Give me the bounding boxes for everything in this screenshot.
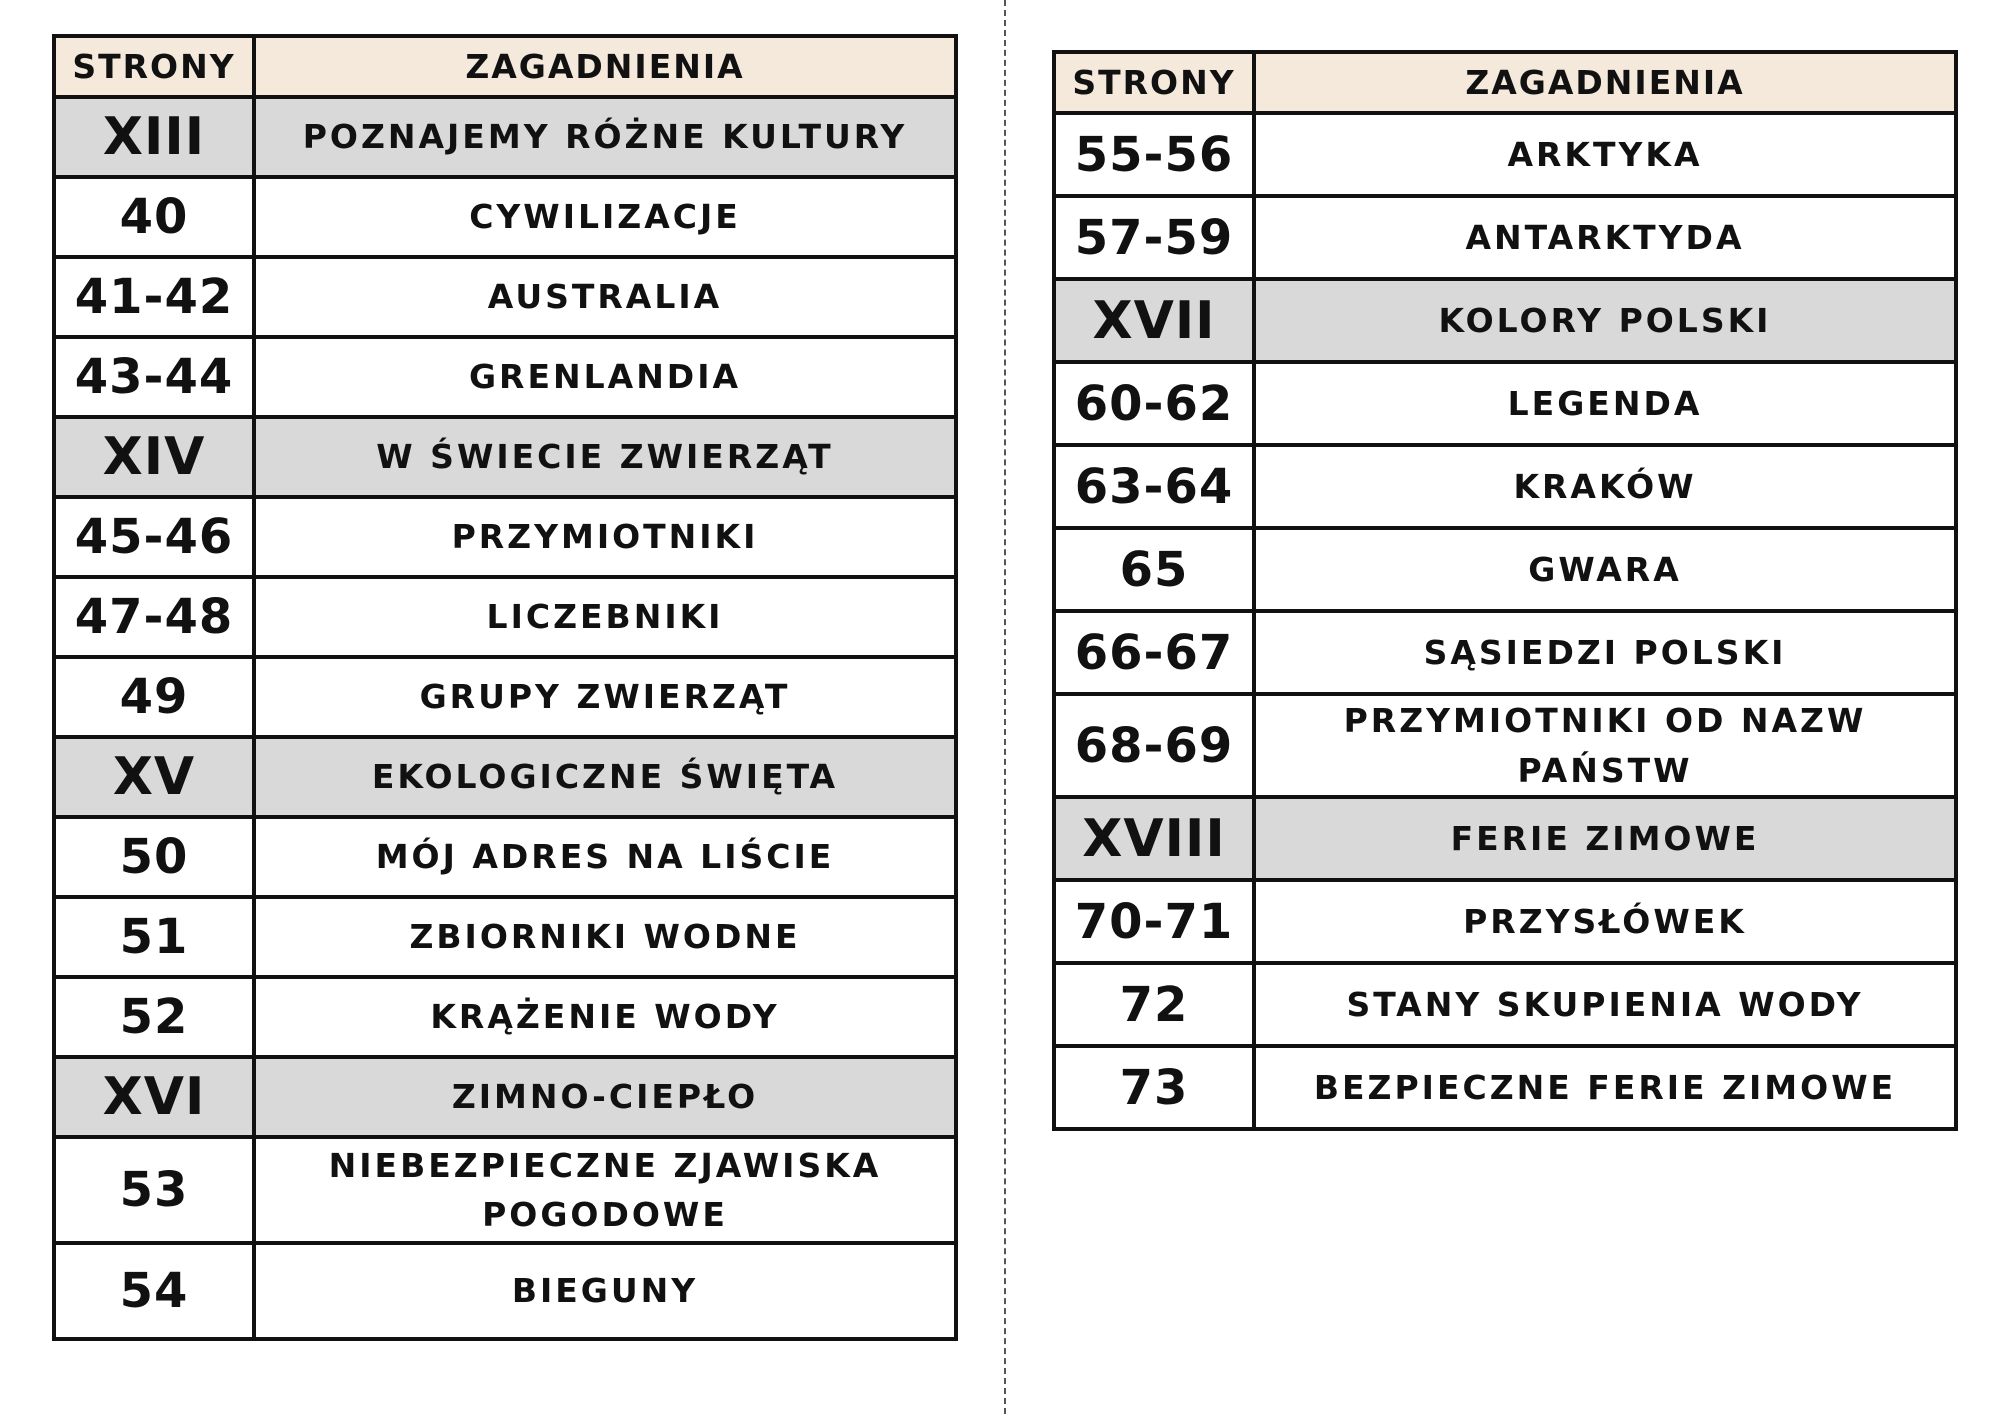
table-row (1054, 611, 1956, 694)
topic-name: STANY SKUPIENIA WODY (1254, 963, 1956, 1046)
topic-name: PRZYMIOTNIKI (254, 497, 956, 577)
section-row (54, 737, 956, 817)
table-row (1054, 1046, 1956, 1129)
table-row (1054, 445, 1956, 528)
page-range: 68-69 (1054, 694, 1254, 797)
toc-table-left (52, 34, 958, 1341)
page-range: 73 (1054, 1046, 1254, 1129)
topic-name: PRZYSŁÓWEK (1254, 880, 1956, 963)
page-range: 70-71 (1054, 880, 1254, 963)
section-number: XV (54, 737, 254, 817)
page-range: 72 (1054, 963, 1254, 1046)
page-range: 45-46 (54, 497, 254, 577)
topic-name: GRENLANDIA (254, 337, 956, 417)
table-row (54, 177, 956, 257)
section-number: XIV (54, 417, 254, 497)
table-row (54, 577, 956, 657)
table-header-row (54, 36, 956, 97)
page-range: 51 (54, 897, 254, 977)
topic-name: ZBIORNIKI WODNE (254, 897, 956, 977)
page-range: 41-42 (54, 257, 254, 337)
topic-name: MÓJ ADRES NA LIŚCIE (254, 817, 956, 897)
table-row (1054, 880, 1956, 963)
section-title: W ŚWIECIE ZWIERZĄT (254, 417, 956, 497)
section-row (54, 97, 956, 177)
section-title: ZIMNO-CIEPŁO (254, 1057, 956, 1137)
section-row (1054, 279, 1956, 362)
section-number: XIII (54, 97, 254, 177)
topic-name: KRAKÓW (1254, 445, 1956, 528)
section-title: FERIE ZIMOWE (1254, 797, 1956, 880)
table-row (54, 497, 956, 577)
table-row (54, 337, 956, 417)
page-range: 63-64 (1054, 445, 1254, 528)
topic-name: BIEGUNY (254, 1243, 956, 1339)
page-range: 47-48 (54, 577, 254, 657)
dashed-cut-line (1004, 0, 1006, 1414)
pages-column-header: STRONY (54, 36, 254, 97)
section-number: XVII (1054, 279, 1254, 362)
table-row (1054, 113, 1956, 196)
section-number: XVIII (1054, 797, 1254, 880)
toc-table-right (1052, 50, 1958, 1131)
topic-name: PRZYMIOTNIKI OD NAZW PAŃSTW (1254, 694, 1956, 797)
page-range: 49 (54, 657, 254, 737)
topic-name: GWARA (1254, 528, 1956, 611)
page-range: 65 (1054, 528, 1254, 611)
table-row (54, 257, 956, 337)
page-range: 40 (54, 177, 254, 257)
topics-column-header: ZAGADNIENIA (1254, 52, 1956, 113)
topic-name: ARKTYKA (1254, 113, 1956, 196)
topics-column-header: ZAGADNIENIA (254, 36, 956, 97)
table-row (54, 1243, 956, 1339)
topic-name: NIEBEZPIECZNE ZJAWISKA POGODOWE (254, 1137, 956, 1243)
page-range: 53 (54, 1137, 254, 1243)
topic-name: SĄSIEDZI POLSKI (1254, 611, 1956, 694)
topic-name: AUSTRALIA (254, 257, 956, 337)
section-row (54, 1057, 956, 1137)
table-row (54, 897, 956, 977)
table-header-row (1054, 52, 1956, 113)
section-number: XVI (54, 1057, 254, 1137)
table-row (54, 977, 956, 1057)
section-row (1054, 797, 1956, 880)
page-range: 55-56 (1054, 113, 1254, 196)
page-range: 57-59 (1054, 196, 1254, 279)
section-title: KOLORY POLSKI (1254, 279, 1956, 362)
topic-name: CYWILIZACJE (254, 177, 956, 257)
table-row (1054, 963, 1956, 1046)
topic-name: LICZEBNIKI (254, 577, 956, 657)
table-row (1054, 694, 1956, 797)
topic-name: BEZPIECZNE FERIE ZIMOWE (1254, 1046, 1956, 1129)
page-range: 54 (54, 1243, 254, 1339)
page-range: 43-44 (54, 337, 254, 417)
page-range: 60-62 (1054, 362, 1254, 445)
topic-name: GRUPY ZWIERZĄT (254, 657, 956, 737)
pages-column-header: STRONY (1054, 52, 1254, 113)
topic-name: KRĄŻENIE WODY (254, 977, 956, 1057)
table-row (54, 817, 956, 897)
table-row (1054, 196, 1956, 279)
page-range: 50 (54, 817, 254, 897)
topic-name: ANTARKTYDA (1254, 196, 1956, 279)
page-range: 66-67 (1054, 611, 1254, 694)
table-row (54, 657, 956, 737)
section-title: EKOLOGICZNE ŚWIĘTA (254, 737, 956, 817)
table-row (54, 1137, 956, 1243)
table-row (1054, 362, 1956, 445)
table-row (1054, 528, 1956, 611)
topic-name: LEGENDA (1254, 362, 1956, 445)
section-row (54, 417, 956, 497)
page-range: 52 (54, 977, 254, 1057)
section-title: POZNAJEMY RÓŻNE KULTURY (254, 97, 956, 177)
